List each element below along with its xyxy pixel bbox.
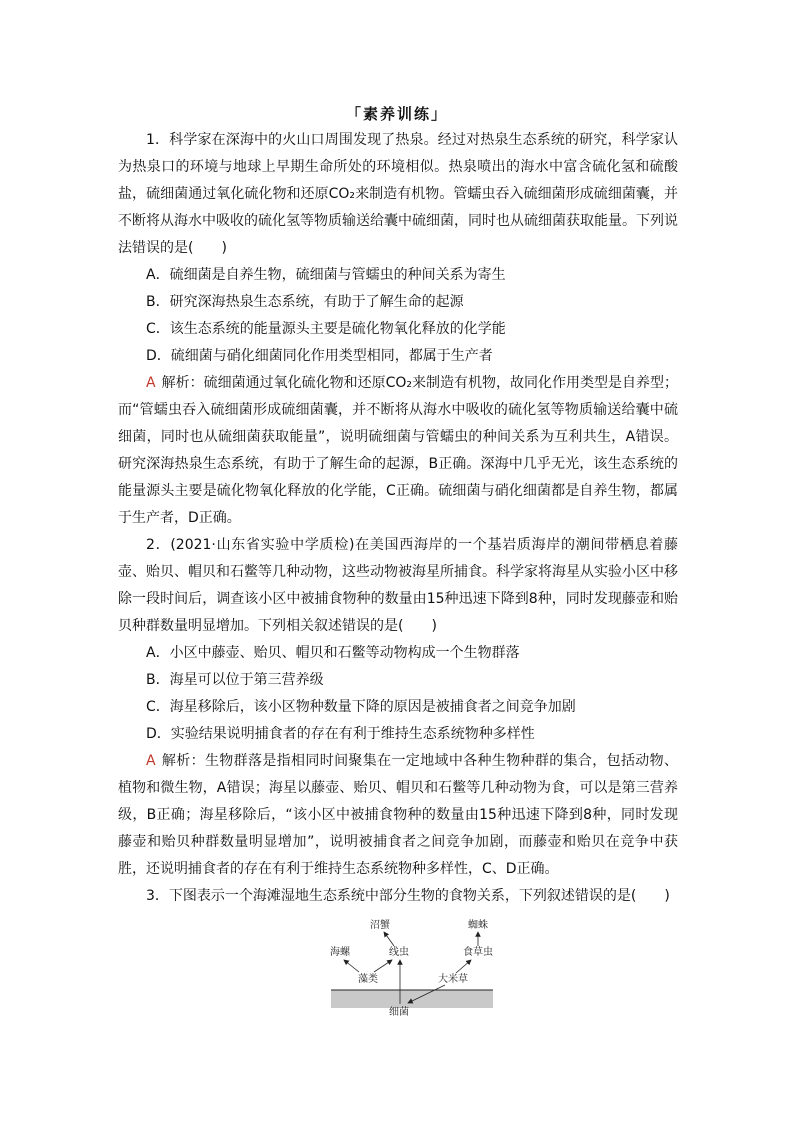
node-xianchong: 线虫 bbox=[389, 947, 409, 958]
document-content bbox=[118, 127, 678, 1018]
question-2-answer: A bbox=[146, 753, 156, 769]
question-2-analysis bbox=[118, 748, 678, 883]
question-1-option-b: B．研究深海热泉生态系统，有助于了解生命的起源 bbox=[146, 294, 464, 310]
question-1-stem: 1．科学家在深海中的火山口周围发现了热泉。经过对热泉生态系统的研究，科学家认为热泉口的环境与地球上早期生命所处的环境相似。热泉喷出的海水中富含硫化氢和硫酸盐，硫细菌通过氧化硫化物和还原CO₂来制造有机物。管蠕虫吞入硫细菌形成硫细菌囊，并不断将从海水中吸收的硫化氢等物质输送给囊中硫细菌，同时也从硫细菌获取能量。下列说法错误的是( ) bbox=[118, 132, 678, 256]
question-1-analysis bbox=[118, 370, 678, 532]
arrow-damicao-shicaochong bbox=[456, 960, 471, 973]
node-damicao: 大米草 bbox=[438, 974, 468, 985]
food-web-figure bbox=[118, 918, 678, 1018]
arrow-zaolei-hailuo bbox=[344, 960, 359, 972]
question-1-option-d: D．硫细菌与硝化细菌同化作用类型相同，都属于生产者 bbox=[146, 348, 493, 364]
section-title: 「素养训练」 bbox=[345, 105, 448, 123]
question-1-answer: A bbox=[146, 375, 156, 391]
question-2-analysis-text: 解析：生物群落是指相同时间聚集在一定地域中各种生物种群的集合，包括动物、植物和微生物，A错误；海星以藤壶、贻贝、帽贝和石鳖等几种动物为食，可以是第三营养级，B正确；海星移除后，“该小区中被捕食物种的数量由15种迅速下降到8种，同时发现藤壶和贻贝种群数量明显增加”，说明被捕食者之间竞争加剧，而藤壶和贻贝在竞争中获胜，还说明捕食者的存在有利于维持生态系统物种多样性，C、D正确。 bbox=[118, 753, 678, 877]
node-zhizhu: 蜘蛛 bbox=[468, 920, 488, 931]
node-zhaoxie: 沼蟹 bbox=[370, 920, 390, 931]
question-2-option-a: A．小区中藤壶、贻贝、帽贝和石鳖等动物构成一个生物群落 bbox=[146, 645, 520, 661]
question-1-option-a: A．硫细菌是自养生物，硫细菌与管蠕虫的种间关系为寄生 bbox=[146, 267, 506, 283]
question-2-option-c: C．海星移除后，该小区物种数量下降的原因是被捕食者之间竞争加剧 bbox=[146, 699, 576, 715]
node-zaolei: 藻类 bbox=[358, 974, 378, 985]
node-hailuo: 海螺 bbox=[330, 947, 350, 958]
question-1-option-c: C．该生态系统的能量源头主要是硫化物氧化释放的化学能 bbox=[146, 321, 506, 337]
question-3-stem: 3．下图表示一个海滩湿地生态系统中部分生物的食物关系，下列叙述错误的是( ) bbox=[146, 888, 670, 904]
node-xijun: 细菌 bbox=[389, 1007, 409, 1018]
node-shicaochong: 食草虫 bbox=[463, 947, 493, 958]
question-2-stem: 2．(2021·山东省实验中学质检)在美国西海岸的一个基岩质海岸的潮间带栖息着藤壶、贻贝、帽贝和石鳖等几种动物，这些动物被海星所捕食。科学家将海星从实验小区中移除一段时间后，调查该小区中被捕食物种的数量由15种迅速下降到8种，同时发现藤壶和贻贝种群数量明显增加。下列相关叙述错误的是( ) bbox=[118, 537, 678, 634]
arrow-zaolei-xianchong bbox=[374, 960, 392, 972]
ground-band bbox=[331, 990, 493, 1008]
question-1-analysis-text: 解析：硫细菌通过氧化硫化物和还原CO₂来制造有机物，故同化作用类型是自养型；而“管蠕虫吞入硫细菌形成硫细菌囊，并不断将从海水中吸收的硫化氢等物质输送给囊中硫细菌，同时也从硫细菌获取能量”，说明硫细菌与管蠕虫的种间关系为互利共生，A错误。研究深海热泉生态系统，有助于了解生命的起源，B正确。深海中几乎无光，该生态系统的能量源头主要是硫化物氧化释放的化学能，C正确。硫细菌与硝化细菌都是自养生物，都属于生产者，D正确。 bbox=[118, 375, 678, 526]
food-web-diagram bbox=[118, 918, 678, 1018]
question-2-option-d: D．实验结果说明捕食者的存在有利于维持生态系统物种多样性 bbox=[146, 726, 535, 742]
question-2-option-b: B．海星可以位于第三营养级 bbox=[146, 672, 324, 688]
arrow-xianchong-zhaoxie bbox=[384, 932, 394, 946]
